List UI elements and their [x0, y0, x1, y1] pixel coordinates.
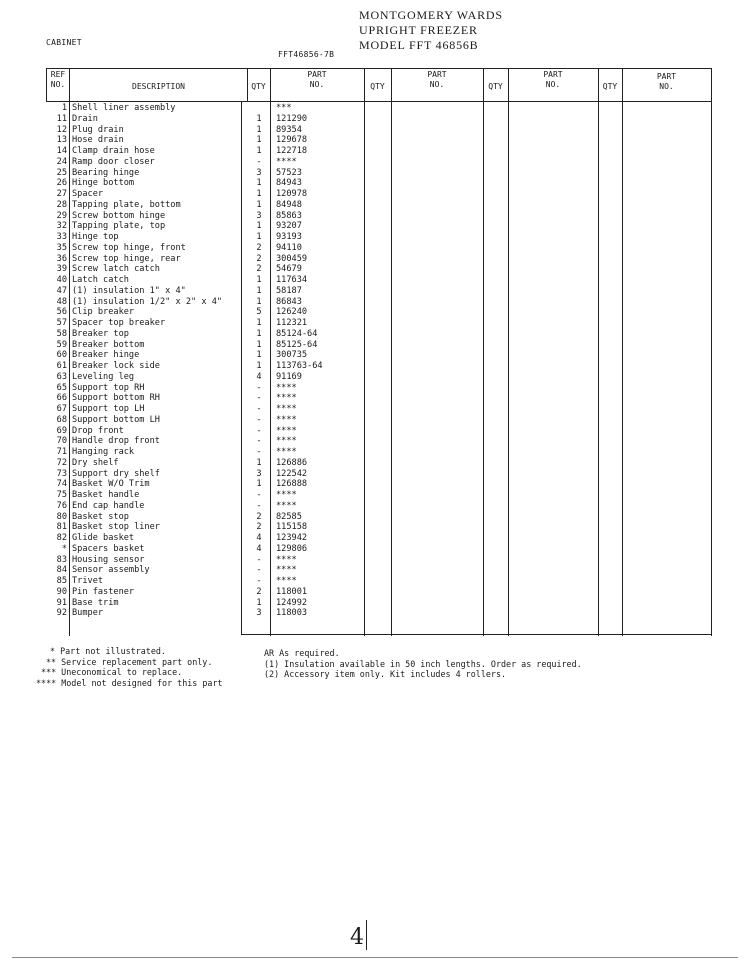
header-qty-1: QTY [251, 82, 266, 91]
row-ref-no: 75 [56, 490, 67, 500]
row-ref-no: 73 [56, 468, 67, 479]
row-part-no: **** [276, 156, 297, 167]
row-part-no: 115158 [276, 522, 308, 533]
row-ref-no: 12 [56, 124, 67, 135]
header-qty-3: QTY [488, 82, 503, 91]
row-description: Spacer top breaker [72, 318, 166, 328]
row-ref-no: 66 [56, 393, 67, 404]
row-qty: 2 [256, 522, 262, 533]
row-part-no: 112321 [276, 318, 308, 328]
header-qty-4: QTY [602, 82, 618, 91]
row-ref-no: 68 [56, 414, 67, 425]
model-title: MODEL FFT 46856B [359, 38, 479, 52]
row-ref-no: 1 [61, 103, 67, 113]
row-description: Breaker bottom [72, 339, 145, 350]
row-description: Tapping plate, top [72, 221, 166, 232]
row-description: Hinge bottom [72, 178, 135, 189]
row-qty: 4 [256, 543, 262, 554]
row-part-no: 122718 [276, 146, 308, 156]
row-description: Sensor assembly [72, 565, 150, 576]
row-qty: 1 [256, 232, 262, 242]
row-ref-no: 14 [56, 146, 67, 156]
row-qty: - [256, 393, 262, 404]
row-ref-no: 29 [56, 210, 67, 221]
row-part-no: 85863 [276, 210, 302, 221]
row-qty: - [256, 414, 262, 425]
row-part-no: 91169 [276, 371, 302, 382]
row-part-no: 120978 [276, 189, 308, 199]
row-description: Housing sensor [72, 554, 145, 565]
row-ref-no: * [61, 543, 67, 554]
row-part-no: **** [276, 414, 297, 425]
row-description: Shell liner assembly [72, 103, 176, 113]
row-ref-no: 91 [56, 597, 67, 608]
row-qty: 1 [256, 361, 262, 371]
row-description: Dry shelf [72, 457, 119, 468]
row-ref-no: 59 [56, 339, 67, 350]
row-part-no: 113763-64 [276, 361, 323, 371]
row-part-no: **** [276, 554, 297, 565]
row-qty: - [256, 447, 262, 457]
row-part-no: 58187 [276, 285, 302, 296]
row-qty: 1 [256, 146, 262, 156]
row-qty: 4 [256, 371, 262, 382]
row-part-no: 126886 [276, 457, 308, 468]
row-description: Basket handle [72, 490, 140, 500]
row-qty: 1 [256, 296, 262, 307]
row-qty: 1 [256, 189, 262, 199]
row-description: Handle drop front [72, 436, 160, 447]
row-description: Basket stop [72, 511, 129, 522]
header-partno-1: NO. [309, 80, 325, 89]
legend-notes [36, 646, 223, 688]
row-ref-no: 81 [56, 522, 67, 533]
row-part-no: 300735 [276, 350, 308, 361]
header-ref: REF [50, 70, 66, 79]
row-ref-no: 72 [56, 457, 67, 468]
row-part-no: 122542 [276, 468, 308, 479]
row-description: Hanging rack [72, 447, 135, 457]
row-qty: - [256, 404, 262, 414]
header-part-2: PART [427, 70, 447, 79]
note-line: ** Service replacement part only. [46, 656, 213, 667]
row-description: Latch catch [72, 275, 129, 285]
row-ref-no: 84 [56, 565, 67, 576]
row-qty: 1 [256, 285, 262, 296]
row-part-no: 89354 [276, 124, 302, 135]
row-description: Screw top hinge, front [72, 242, 186, 253]
row-description: Plug drain [72, 124, 124, 135]
row-ref-no: 76 [56, 500, 67, 511]
row-qty: 1 [256, 221, 262, 232]
row-part-no: 117634 [276, 275, 308, 285]
remark-line: (2) Accessory item only. Kit includes 4 rollers. [264, 669, 507, 679]
row-ref-no: 28 [56, 199, 67, 210]
row-part-no: 129806 [276, 543, 308, 554]
row-part-no: 126240 [276, 307, 308, 318]
row-ref-no: 65 [56, 382, 67, 393]
header-part-3: PART [543, 70, 563, 79]
row-part-no: 121290 [276, 113, 308, 124]
row-ref-no: 26 [56, 178, 67, 189]
row-description: Clip breaker [72, 307, 135, 318]
row-part-no: 84948 [276, 199, 302, 210]
row-ref-no: 85 [56, 576, 67, 586]
row-description: Screw latch catch [72, 264, 160, 275]
row-part-no: 123942 [276, 533, 308, 543]
row-ref-no: 83 [56, 554, 67, 565]
section-label: CABINET [46, 38, 82, 47]
row-ref-no: 13 [56, 135, 67, 146]
row-ref-no: 24 [56, 156, 67, 167]
row-part-no: 84943 [276, 178, 302, 189]
row-qty: 1 [256, 318, 262, 328]
row-part-no: 94110 [276, 242, 302, 253]
header-partno-2: NO. [429, 80, 445, 89]
remarks-notes [264, 648, 582, 680]
page-number-mark: 4 [350, 925, 364, 950]
row-ref-no: 11 [56, 113, 67, 124]
row-qty: 2 [256, 264, 262, 275]
row-part-no: **** [276, 500, 297, 511]
row-part-no: **** [276, 393, 297, 404]
row-description: Tapping plate, bottom [72, 199, 181, 210]
row-description: Drain [72, 113, 98, 124]
model-code: FFT46856-7B [278, 50, 335, 59]
row-ref-no: 70 [56, 436, 67, 447]
row-part-no: 124992 [276, 597, 308, 608]
row-description: Bearing hinge [72, 167, 140, 178]
row-description: Pin fastener [72, 586, 135, 597]
row-part-no: 126888 [276, 479, 308, 490]
row-description: Ramp door closer [72, 156, 155, 167]
row-ref-no: 74 [56, 479, 67, 490]
row-qty: 1 [256, 597, 262, 608]
row-qty: 3 [256, 167, 262, 178]
row-part-no: **** [276, 576, 297, 586]
row-qty: 1 [256, 178, 262, 189]
product-title: UPRIGHT FREEZER [359, 23, 478, 37]
row-ref-no: 92 [56, 608, 67, 619]
row-qty: 1 [256, 275, 262, 285]
row-part-no: 86843 [276, 296, 302, 307]
row-qty: 1 [256, 328, 262, 339]
row-qty: 1 [256, 135, 262, 146]
row-description: Support top LH [72, 404, 145, 414]
bottom-rule [12, 957, 738, 958]
row-ref-no: 60 [56, 350, 67, 361]
row-qty: 1 [256, 457, 262, 468]
header-partno-3: NO. [545, 80, 561, 89]
row-ref-no: 69 [56, 425, 67, 436]
row-qty: 1 [256, 350, 262, 361]
row-qty: - [256, 490, 262, 500]
row-description: Hinge top [72, 232, 119, 242]
row-ref-no: 71 [56, 447, 67, 457]
row-description: Base trim [72, 597, 119, 608]
remark-line: (1) Insulation available in 50 inch lengths. Order as required. [264, 658, 582, 669]
row-ref-no: 80 [56, 511, 67, 522]
row-part-no: *** [276, 103, 292, 113]
row-qty: - [256, 554, 262, 565]
row-part-no: 300459 [276, 253, 308, 264]
note-line: **** Model not designed for this part [36, 677, 223, 688]
row-qty: 3 [256, 468, 262, 479]
row-ref-no: 56 [56, 307, 67, 318]
row-ref-no: 47 [56, 285, 67, 296]
header-part-1: PART [307, 70, 327, 79]
row-description: Spacers basket [72, 543, 145, 554]
row-description: Screw top hinge, rear [72, 253, 181, 264]
row-ref-no: 90 [56, 586, 67, 597]
row-part-no: 129678 [276, 135, 308, 146]
row-ref-no: 33 [56, 232, 67, 242]
row-part-no: 118003 [276, 608, 308, 619]
note-line: * Part not illustrated. [50, 646, 166, 656]
row-part-no: **** [276, 425, 297, 436]
row-ref-no: 82 [56, 533, 67, 543]
row-ref-no: 63 [56, 371, 67, 382]
row-qty: 2 [256, 242, 262, 253]
row-ref-no: 27 [56, 189, 67, 199]
row-ref-no: 48 [56, 296, 67, 307]
row-part-no: 118001 [276, 586, 308, 597]
row-qty: - [256, 436, 262, 447]
row-part-no: 85125-64 [276, 339, 318, 350]
row-ref-no: 57 [56, 318, 67, 328]
row-description: Basket W/O Trim [72, 479, 150, 490]
row-qty: 1 [256, 113, 262, 124]
row-qty: 3 [256, 210, 262, 221]
row-part-no: **** [276, 490, 297, 500]
row-description: Bumper [72, 608, 104, 619]
row-qty: - [256, 425, 262, 436]
row-qty: 4 [256, 533, 262, 543]
row-part-no: **** [276, 382, 297, 393]
row-qty: 1 [256, 339, 262, 350]
row-qty: 1 [256, 124, 262, 135]
row-description: Glide basket [72, 533, 135, 543]
row-ref-no: 40 [56, 275, 67, 285]
row-description: Support bottom RH [72, 393, 160, 404]
row-part-no: 93207 [276, 221, 302, 232]
row-description: End cap handle [72, 500, 145, 511]
row-qty: 2 [256, 511, 262, 522]
row-ref-no: 39 [56, 264, 67, 275]
row-part-no: **** [276, 447, 297, 457]
row-ref-no: 36 [56, 253, 67, 264]
row-qty: 5 [256, 307, 262, 318]
row-part-no: **** [276, 565, 297, 576]
page-mark-stroke [366, 920, 367, 950]
row-description: Breaker top [72, 328, 129, 339]
remark-line: AR As required. [264, 648, 340, 658]
row-description: Support dry shelf [72, 468, 160, 479]
note-line: *** Uneconomical to replace. [41, 667, 183, 677]
row-qty: 2 [256, 253, 262, 264]
row-description: (1) insulation 1/2" x 2" x 4" [72, 296, 223, 307]
row-part-no: 93193 [276, 232, 302, 242]
row-description: Drop front [72, 425, 124, 436]
row-part-no: 82585 [276, 511, 302, 522]
brand-title: MONTGOMERY WARDS [359, 8, 503, 22]
row-description: Breaker hinge [72, 350, 140, 361]
row-part-no: 57523 [276, 167, 302, 178]
header-description: DESCRIPTION [132, 82, 185, 91]
row-ref-no: 67 [56, 404, 67, 414]
row-ref-no: 58 [56, 328, 67, 339]
row-description: (1) insulation 1" x 4" [72, 285, 186, 296]
row-ref-no: 61 [56, 361, 67, 371]
header-part-4: PART [656, 72, 677, 81]
row-qty: - [256, 565, 262, 576]
row-qty: 2 [256, 586, 262, 597]
row-part-no: **** [276, 436, 297, 447]
row-qty: - [256, 500, 262, 511]
row-description: Clamp drain hose [72, 146, 155, 156]
row-part-no: 85124-64 [276, 328, 318, 339]
row-description: Support top RH [72, 382, 145, 393]
row-qty: - [256, 576, 262, 586]
row-qty: 1 [256, 479, 262, 490]
row-description: Leveling leg [72, 371, 135, 382]
row-qty: - [256, 156, 262, 167]
header-qty-2: QTY [370, 82, 385, 91]
row-description: Screw bottom hinge [72, 210, 166, 221]
row-qty: 1 [256, 199, 262, 210]
row-ref-no: 32 [56, 221, 67, 232]
row-description: Breaker lock side [72, 361, 160, 371]
row-ref-no: 25 [56, 167, 67, 178]
row-ref-no: 35 [56, 242, 67, 253]
row-description: Spacer [72, 189, 104, 199]
header-partno-4: NO. [659, 82, 674, 91]
row-description: Trivet [72, 576, 104, 586]
row-description: Basket stop liner [72, 522, 160, 533]
row-description: Hose drain [72, 135, 124, 146]
header-ref-no: NO. [50, 80, 66, 89]
row-part-no: 54679 [276, 264, 302, 275]
row-qty: - [256, 382, 262, 393]
row-qty: 3 [256, 608, 262, 619]
row-part-no: **** [276, 404, 297, 414]
row-description: Support bottom LH [72, 414, 160, 425]
